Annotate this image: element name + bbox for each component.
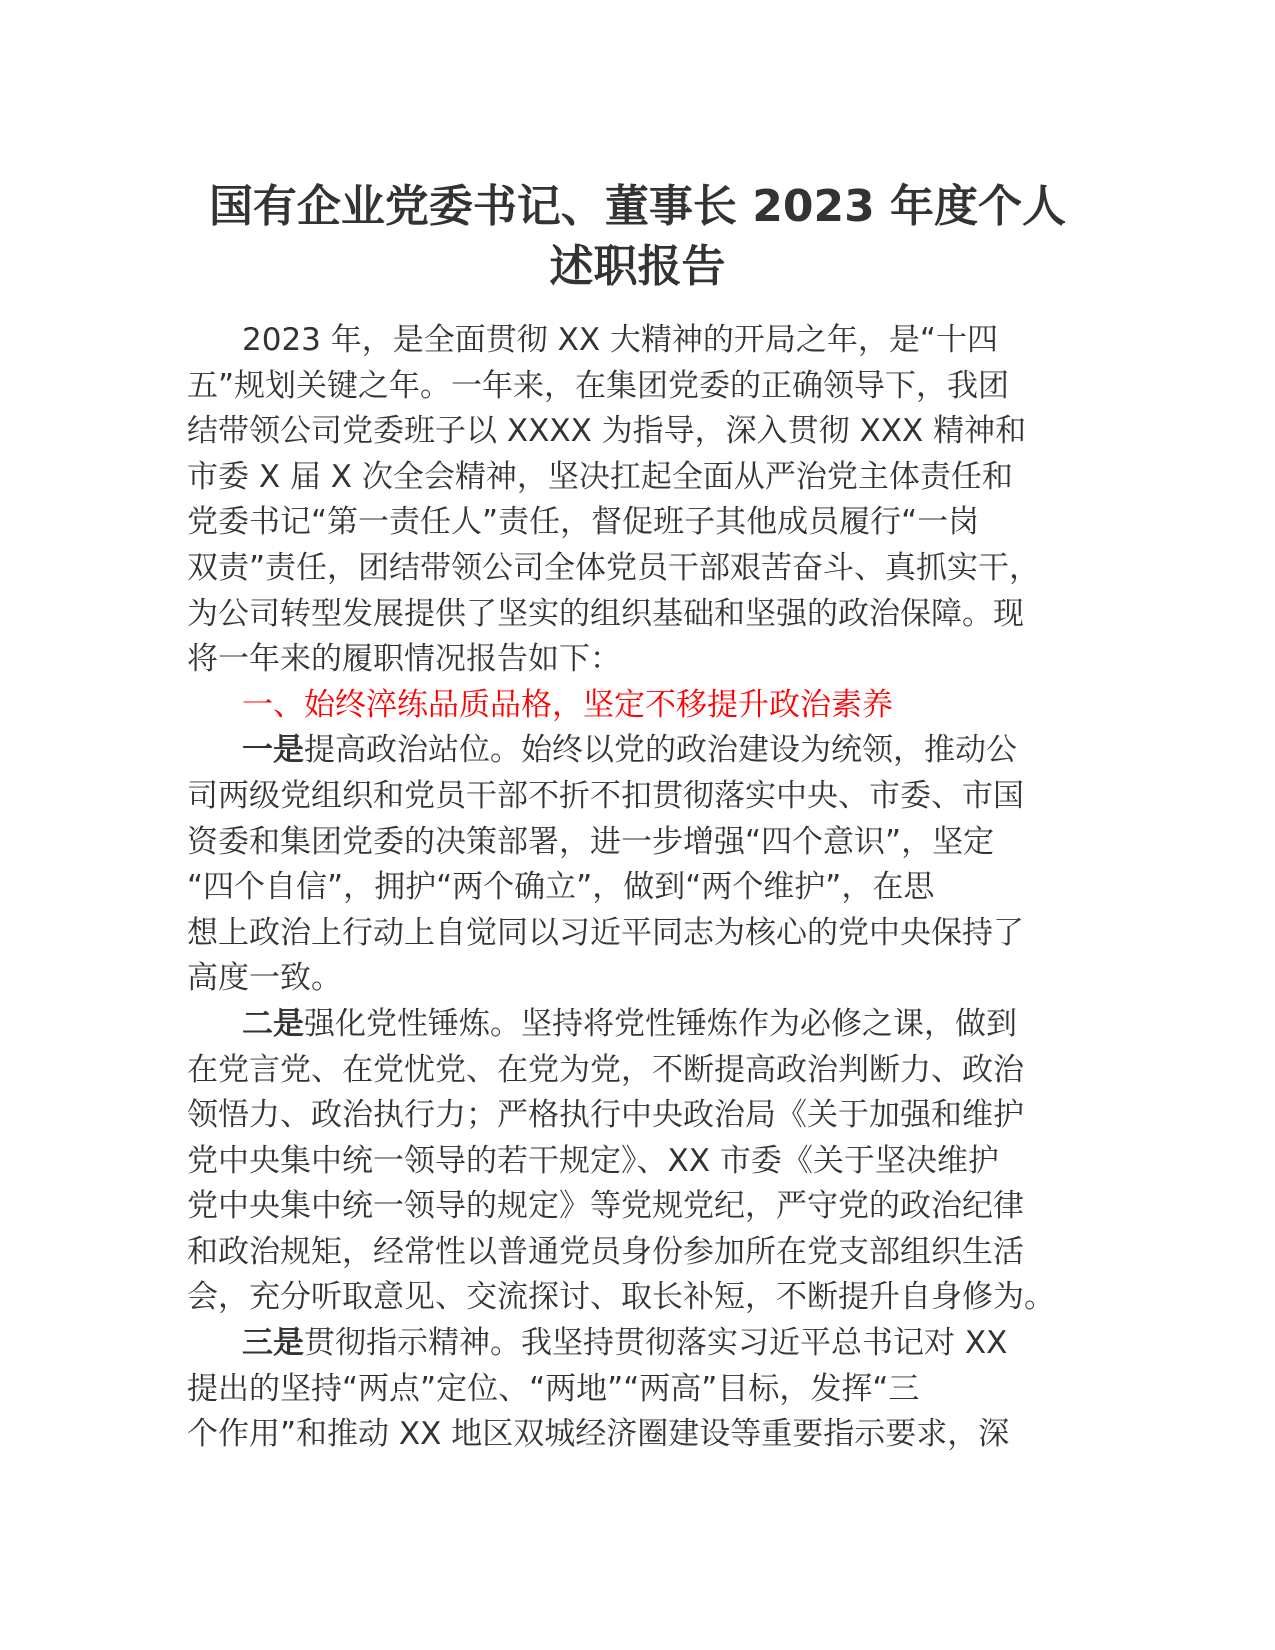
document-title-line-1: 国有企业党委书记、董事长 2023 年度个人 — [208, 181, 1067, 232]
intro-line: 市委 X 届 X 次全会精神，坚决扛起全面从严治党主体责任和 — [187, 458, 1013, 495]
intro-line: 党委书记“第一责任人”责任，督促班子其他成员履行“一岗 — [187, 504, 980, 541]
point-1-first-line — [187, 728, 1107, 774]
point-1-line: 司两级党组织和党员干部不折不扣贯彻落实中央、市委、市国 — [187, 777, 1024, 814]
intro-line: 为公司转型发展提供了坚实的组织基础和坚强的政治保障。现 — [187, 595, 1024, 632]
point-3-line: 个作用”和推动 XX 地区双城经济圈建设等重要指示要求，深 — [187, 1416, 1010, 1453]
point-1-line: 资委和集团党委的决策部署，进一步增强“四个意识”，坚定 — [187, 823, 995, 860]
point-1-line: 想上政治上行动上自觉同以习近平同志为核心的党中央保持了 — [187, 914, 1024, 951]
point-2-text: 强化党性锤炼。坚持将党性锤炼作为必修之课，做到 — [304, 1005, 1017, 1042]
point-2-first-line — [187, 1002, 1107, 1048]
point-2-line: 和政治规矩，经常性以普通党员身份参加所在党支部组织生活 — [187, 1233, 1024, 1270]
point-1-text: 提高政治站位。始终以党的政治建设为统领，推动公 — [304, 732, 1017, 769]
point-3-text: 贯彻指示精神。我坚持贯彻落实习近平总书记对 XX — [304, 1325, 1008, 1362]
document-title-line-2: 述职报告 — [549, 241, 726, 292]
point-2-line: 会，充分听取意见、交流探讨、取长补短，不断提升自身修为。 — [187, 1279, 1055, 1316]
point-3-line: 提出的坚持“两点”定位、“两地”“两高”目标，发挥“三 — [187, 1370, 920, 1407]
point-2-line: 在党言党、在党忧党、在党为党，不断提高政治判断力、政治 — [187, 1051, 1024, 1088]
point-3-label: 三是 — [242, 1325, 304, 1362]
intro-line: 五”规划关键之年。一年来，在集团党委的正确领导下，我团 — [187, 367, 1010, 404]
document-body — [187, 318, 1107, 1458]
point-2-label: 二是 — [242, 1005, 304, 1042]
section-1-heading: 一、始终淬练品质品格，坚定不移提升政治素养 — [242, 686, 893, 723]
point-1-line: 高度一致。 — [187, 960, 342, 997]
point-1-line: “四个自信”，拥护“两个确立”，做到“两个维护”，在思 — [187, 869, 935, 906]
intro-line: 2023 年，是全面贯彻 XX 大精神的开局之年，是“十四 — [242, 322, 998, 358]
intro-line: 将一年来的履职情况报告如下： — [187, 641, 621, 678]
intro-line: 双责”责任，团结带领公司全体党员干部艰苦奋斗、真抓实干， — [187, 549, 1041, 586]
point-2-line: 党中央集中统一领导的若干规定》、XX 市委《关于坚决维护 — [187, 1142, 999, 1179]
intro-line: 结带领公司党委班子以 XXXX 为指导，深入贯彻 XXX 精神和 — [187, 413, 1027, 450]
point-2-line: 领悟力、政治执行力；严格执行中央政治局《关于加强和维护 — [187, 1097, 1024, 1134]
point-3-first-line — [187, 1321, 1107, 1367]
point-2-line: 党中央集中统一领导的规定》等党规党纪，严守党的政治纪律 — [187, 1188, 1024, 1225]
point-1-label: 一是 — [242, 732, 304, 769]
